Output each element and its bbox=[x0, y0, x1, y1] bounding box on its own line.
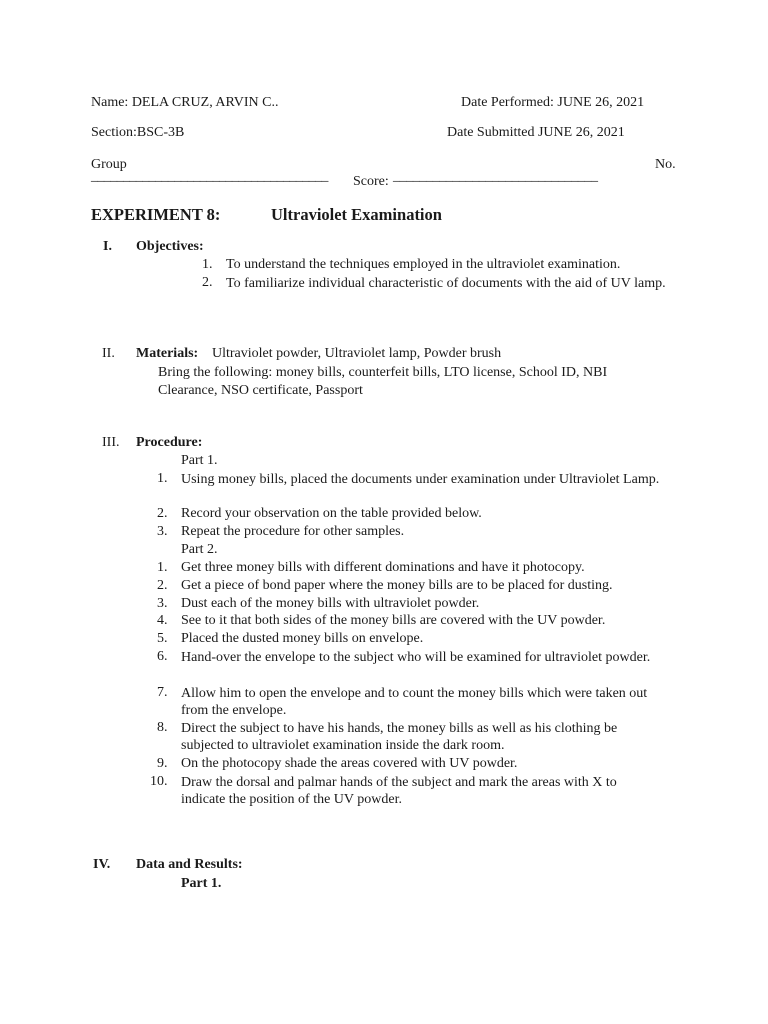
procedure-p2-step-1: Get three money bills with different dominations and have it photocopy. bbox=[181, 560, 585, 575]
results-part1-label: Part 1. bbox=[181, 876, 222, 891]
procedure-part2-label: Part 2. bbox=[181, 542, 218, 557]
procedure-p2-number-5: 5. bbox=[157, 631, 168, 646]
date-performed: Date Performed: JUNE 26, 2021 bbox=[461, 95, 645, 110]
materials-heading: Materials: bbox=[136, 346, 199, 361]
procedure-p2-step-2: Get a piece of bond paper where the money bills are to be placed for dusting. bbox=[181, 578, 613, 593]
score-label: Score: bbox=[353, 174, 389, 189]
procedure-p2-number-10: 10. bbox=[150, 774, 168, 789]
procedure-p2-number-2: 2. bbox=[157, 578, 168, 593]
procedure-p2-number-7: 7. bbox=[157, 685, 168, 700]
procedure-numeral: III. bbox=[102, 435, 120, 450]
procedure-p1-step-3: Repeat the procedure for other samples. bbox=[181, 524, 405, 539]
section-field: Section:BSC-3B bbox=[91, 125, 185, 140]
score-blank-line: _______________________________ bbox=[393, 169, 598, 184]
procedure-heading: Procedure: bbox=[136, 435, 203, 450]
procedure-p2-number-8: 8. bbox=[157, 720, 168, 735]
materials-numeral: II. bbox=[102, 346, 115, 361]
procedure-p2-number-6: 6. bbox=[157, 649, 168, 664]
procedure-p1-number-2: 2. bbox=[157, 506, 168, 521]
procedure-p2-step-7: Allow him to open the envelope and to count the money bills which were taken out from the envelope. bbox=[181, 686, 648, 718]
procedure-p2-step-6: Hand-over the envelope to the subject who will be examined for ultraviolet powder. bbox=[181, 650, 651, 665]
procedure-p1-step-2: Record your observation on the table provided below. bbox=[181, 506, 482, 521]
date-submitted: Date Submitted JUNE 26, 2021 bbox=[447, 125, 625, 140]
materials-bring-list: Bring the following: money bills, counterfeit bills, LTO license, School ID, NBI Clearance, NSO certificate, Passport bbox=[158, 365, 608, 398]
experiment-number: EXPERIMENT 8: bbox=[91, 205, 221, 224]
procedure-p2-number-3: 3. bbox=[157, 596, 168, 611]
objective-number-1: 1. bbox=[202, 257, 213, 272]
objective-item-2: To familiarize individual characteristic of documents with the aid of UV lamp. bbox=[226, 276, 666, 291]
number-label: No. bbox=[655, 157, 676, 172]
results-numeral: IV. bbox=[93, 857, 111, 872]
objective-number-2: 2. bbox=[202, 275, 213, 290]
procedure-part1-label: Part 1. bbox=[181, 453, 218, 468]
procedure-p2-step-9: On the photocopy shade the areas covered with UV powder. bbox=[181, 756, 518, 771]
procedure-p1-number-1: 1. bbox=[157, 471, 168, 486]
procedure-p2-number-9: 9. bbox=[157, 756, 168, 771]
procedure-p2-step-3: Dust each of the money bills with ultraviolet powder. bbox=[181, 596, 480, 611]
name-field: Name: DELA CRUZ, ARVIN C.. bbox=[91, 95, 279, 110]
group-blank-line: _____________________________________ bbox=[91, 169, 328, 184]
procedure-p2-number-1: 1. bbox=[157, 560, 168, 575]
procedure-p1-step-1: Using money bills, placed the documents under examination under Ultraviolet Lamp. bbox=[181, 472, 660, 487]
experiment-title: Ultraviolet Examination bbox=[271, 205, 442, 224]
procedure-p2-number-4: 4. bbox=[157, 613, 168, 628]
materials-list: Ultraviolet powder, Ultraviolet lamp, Powder brush bbox=[212, 346, 502, 361]
procedure-p1-number-3: 3. bbox=[157, 524, 168, 539]
group-label: Group bbox=[91, 157, 127, 172]
procedure-p2-step-4: See to it that both sides of the money bills are covered with the UV powder. bbox=[181, 613, 606, 628]
objectives-heading: Objectives: bbox=[136, 239, 204, 254]
objectives-numeral: I. bbox=[103, 239, 112, 254]
procedure-p2-step-5: Placed the dusted money bills on envelope. bbox=[181, 631, 424, 646]
results-heading: Data and Results: bbox=[136, 857, 243, 872]
procedure-p2-step-10: Draw the dorsal and palmar hands of the subject and mark the areas with X to indicate the position of the UV powder. bbox=[181, 775, 617, 807]
procedure-p2-step-8: Direct the subject to have his hands, the money bills as well as his clothing be subjected to ultraviolet examination inside the dark room. bbox=[181, 721, 618, 753]
objective-item-1: To understand the techniques employed in the ultraviolet examination. bbox=[226, 257, 621, 272]
